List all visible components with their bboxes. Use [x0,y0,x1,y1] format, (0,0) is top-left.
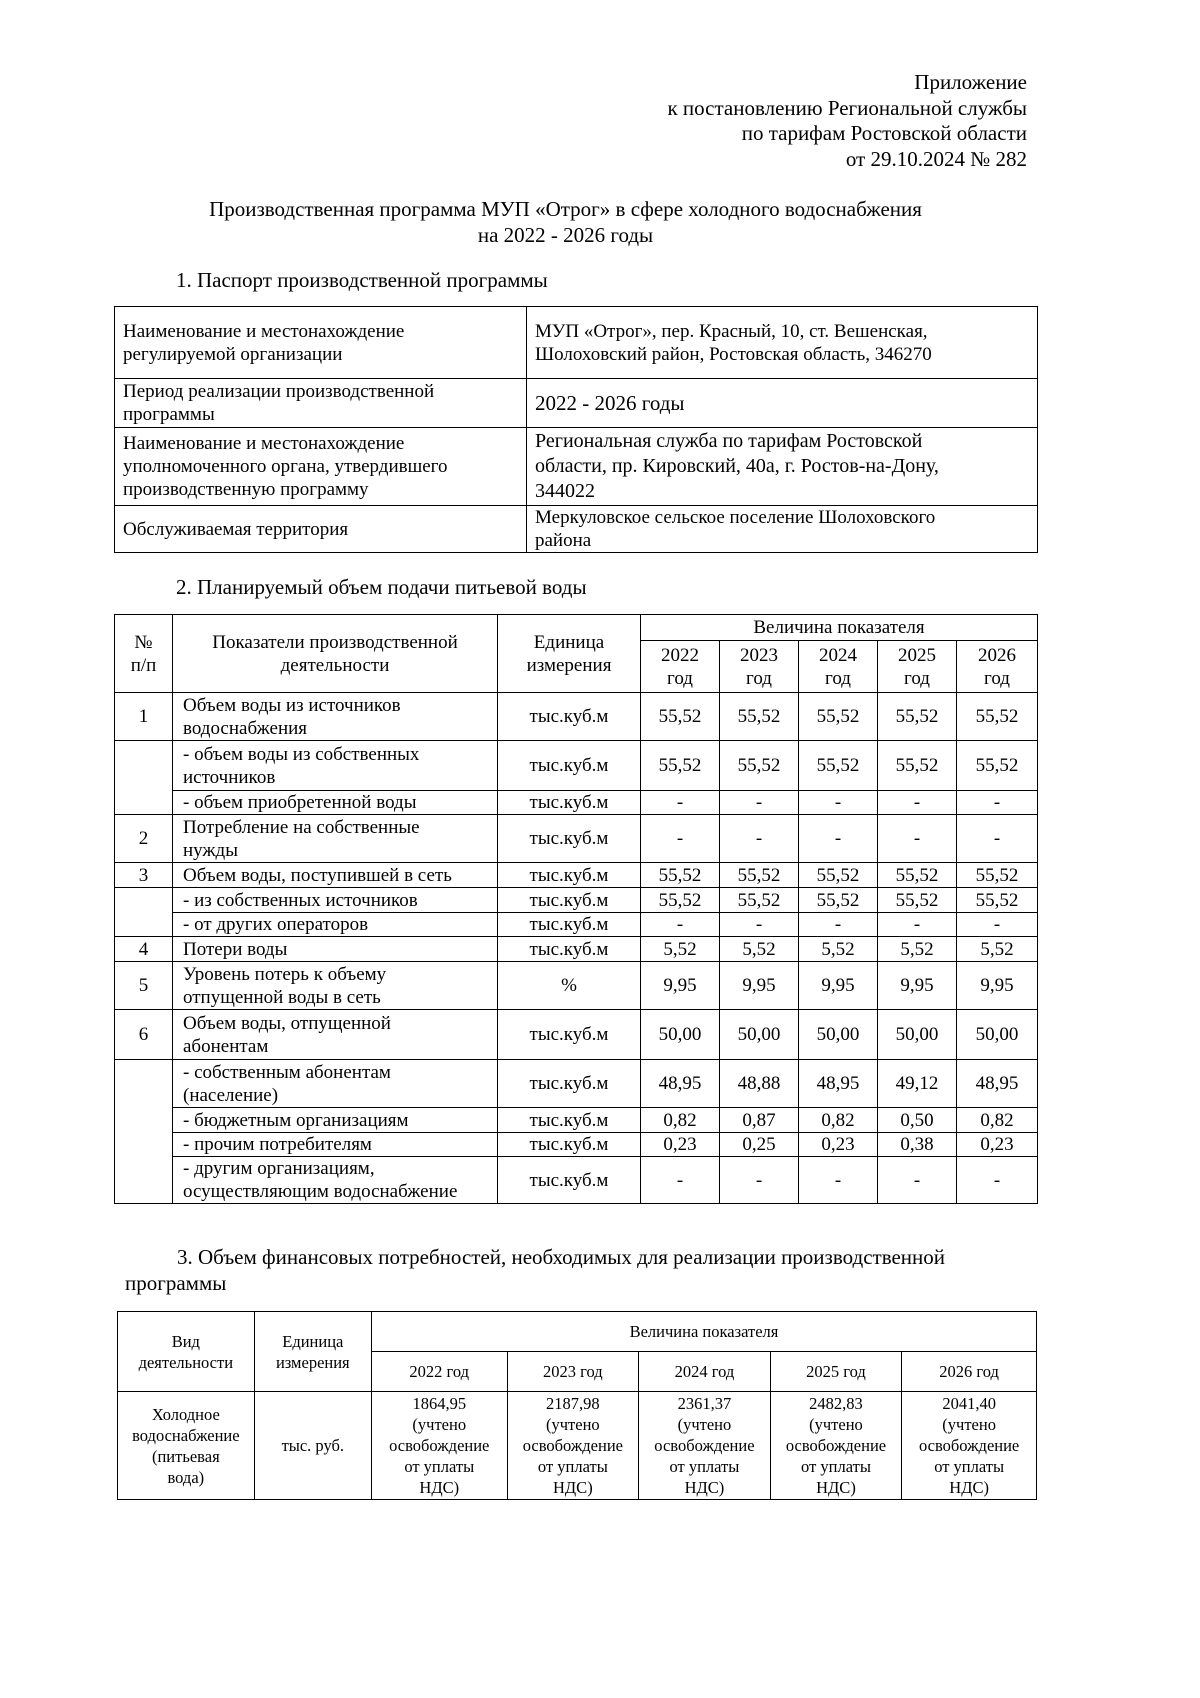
header-unit [498,615,641,693]
passport-label-line: производственную программу [123,479,369,500]
indicator-line: Уровень потерь к объему [183,963,387,985]
value-cell: - [878,791,957,815]
finance-value-cell [371,1392,507,1500]
header-unit [254,1312,371,1392]
indicator-line: Потери воды [183,938,288,960]
finance-amount: 2482,83 [809,1394,863,1413]
header-text: деятельности [280,654,390,676]
header-year-suffix: год [984,667,1010,689]
appendix-line: Приложение [914,70,1027,94]
finance-value-cell [507,1392,639,1500]
header-year-2026 [957,641,1038,693]
indicator-line: - от других операторов [183,914,369,935]
unit-cell: тыс.куб.м [498,913,641,937]
indicator-line: осуществляющим водоснабжение [183,1181,458,1202]
finance-note-line: освобождение [522,1436,623,1455]
value-cell: - [799,791,878,815]
row-number-cell: 6 [115,1010,173,1060]
value-cell: 55,52 [878,863,957,888]
unit-cell: тыс.куб.м [498,791,641,815]
passport-value-cell [527,506,1038,553]
indicator-line: Объем воды из источников [183,694,401,716]
value-cell: 0,23 [641,1133,720,1157]
finance-note-line: освобождение [919,1436,1020,1455]
header-year: 2024 год [639,1352,771,1392]
value-cell: 55,52 [799,693,878,741]
unit-cell: тыс.куб.м [498,1133,641,1157]
value-cell: 50,00 [720,1010,799,1060]
header-year-suffix: год [825,667,851,689]
title-line: Производственная программа МУП «Отрог» в сфере холодного водоснабжения [209,197,922,221]
indicator-cell [173,791,498,815]
passport-label-cell [115,428,527,506]
header-year-2023 [720,641,799,693]
value-cell: - [641,791,720,815]
finance-note-line: от уплаты [537,1457,608,1476]
header-year-number: 2026 [978,644,1016,666]
header-year-number: 2025 [898,644,936,666]
value-cell: - [957,1157,1038,1204]
section-3-heading-line: программы [125,1271,227,1295]
finance-value-cell [902,1392,1037,1500]
section-3-heading-line: 3. Объем финансовых потребностей, необходимых для реализации производственной [177,1245,946,1269]
value-cell: - [641,913,720,937]
finance-table [117,1311,1037,1500]
finance-note-line: НДС) [949,1478,989,1497]
passport-label-line: уполномоченного органа, утвердившего [123,456,448,477]
passport-value-line: 2022 - 2026 годы [535,390,685,415]
header-row [115,615,1038,641]
passport-value-line: Меркуловское сельское поселение Шолоховского [535,507,936,528]
value-cell: 0,82 [641,1108,720,1133]
value-cell: 50,00 [878,1010,957,1060]
passport-label-line: регулируемой организации [123,343,343,365]
value-cell: 0,23 [799,1133,878,1157]
indicator-line: - другим организациям, [183,1158,375,1179]
value-cell: 48,95 [957,1060,1038,1108]
value-cell: 50,00 [799,1010,878,1060]
header-row [118,1312,1037,1352]
value-cell: 55,52 [878,741,957,791]
table-row [115,937,1038,962]
passport-value-cell [527,379,1038,428]
passport-label-line: Обслуживаемая территория [123,518,349,540]
finance-note-line: освобождение [785,1436,887,1455]
value-cell: - [957,913,1038,937]
value-cell: 55,52 [720,863,799,888]
value-cell: 55,52 [799,863,878,888]
value-cell: 55,52 [878,888,957,913]
row-number-cell [115,888,173,937]
passport-value-line: района [535,530,592,551]
value-cell: 55,52 [720,693,799,741]
unit-cell: тыс. руб. [254,1392,371,1500]
value-cell: - [957,815,1038,863]
finance-note-line: от уплаты [669,1457,740,1476]
indicator-cell [173,937,498,962]
unit-cell: тыс.куб.м [498,1010,641,1060]
finance-amount: 1864,95 [412,1394,467,1413]
table-row [115,506,1038,553]
value-cell: 55,52 [641,693,720,741]
value-cell: - [957,791,1038,815]
row-number-cell [115,741,173,815]
section-3-heading [125,1244,1038,1296]
header-value-group: Величина показателя [641,615,1038,641]
value-cell: 0,82 [799,1108,878,1133]
table-row [115,741,1038,791]
table-row [115,863,1038,888]
finance-note-line: (учтено [942,1415,996,1434]
header-year-suffix: год [904,667,930,689]
activity-cell [118,1392,255,1500]
table-row [115,379,1038,428]
row-number-cell [115,1060,173,1204]
value-cell: 48,88 [720,1060,799,1108]
passport-value-line: 344022 [535,480,595,502]
passport-label-cell [115,307,527,379]
passport-table [114,306,1038,553]
passport-label-cell [115,506,527,553]
header-text: Вид [171,1331,200,1351]
value-cell: 55,52 [641,863,720,888]
value-cell: 49,12 [878,1060,957,1108]
indicator-cell [173,741,498,791]
value-cell: 9,95 [799,962,878,1010]
indicator-cell [173,1157,498,1204]
value-cell: 50,00 [957,1010,1038,1060]
indicator-line: - объем приобретенной воды [183,792,417,813]
header-year-2024 [799,641,878,693]
indicator-line: - прочим потребителям [183,1134,372,1155]
finance-note-line: НДС) [419,1478,460,1497]
appendix-header [667,70,1027,173]
indicator-cell [173,962,498,1010]
appendix-line: к постановлению Региональной службы [667,95,1027,120]
value-cell: - [720,815,799,863]
value-cell: - [799,1157,878,1204]
value-cell: 5,52 [799,937,878,962]
value-cell: 55,52 [957,741,1038,791]
header-year-suffix: год [746,667,772,689]
value-cell: 55,52 [957,863,1038,888]
value-cell: - [641,815,720,863]
indicator-cell [173,1133,498,1157]
finance-note-line: (учтено [546,1415,600,1434]
finance-amount: 2187,98 [546,1394,600,1413]
value-cell: - [720,791,799,815]
finance-value-cell [639,1392,771,1500]
passport-value-line: Шолоховский район, Ростовская область, 346270 [535,343,932,365]
value-cell: - [878,1157,957,1204]
indicator-cell [173,693,498,741]
passport-label-line: программы [123,404,215,425]
value-cell: 48,95 [641,1060,720,1108]
passport-value-line: области, пр. Кировский, 40а, г. Ростов-на-Дону, [535,455,939,477]
table-row [115,1133,1038,1157]
value-cell: 9,95 [720,962,799,1010]
indicator-line: - из собственных источников [183,889,418,911]
value-cell: 50,00 [641,1010,720,1060]
passport-value-line: МУП «Отрог», пер. Красный, 10, ст. Вешенская, [535,320,928,342]
header-text: № [134,631,153,653]
header-year-number: 2022 [661,644,699,666]
indicator-line: нужды [183,839,238,861]
appendix-line: по тарифам Ростовской области [741,121,1027,146]
value-cell: - [799,815,878,863]
row-number-cell: 1 [115,693,173,741]
activity-line: Холодное [151,1404,220,1424]
row-number-cell: 2 [115,815,173,863]
indicator-cell [173,815,498,863]
value-cell: 55,52 [641,741,720,791]
value-cell: 5,52 [641,937,720,962]
indicator-line: Объем воды, поступившей в сеть [183,864,452,886]
value-cell: 9,95 [957,962,1038,1010]
value-cell: 55,52 [641,888,720,913]
section-2-heading: 2. Планируемый объем подачи питьевой воды [176,575,587,599]
value-cell: 48,95 [799,1060,878,1108]
table-row [115,307,1038,379]
header-indicator [173,615,498,693]
table-row [115,1010,1038,1060]
header-text: Единица [282,1331,344,1351]
finance-note-line: от уплаты [934,1457,1005,1476]
header-activity [118,1312,255,1392]
activity-line: водоснабжение [132,1425,240,1445]
indicator-cell [173,863,498,888]
header-year-suffix: год [667,667,693,689]
finance-note-line: НДС) [684,1478,725,1497]
unit-cell: тыс.куб.м [498,1060,641,1108]
passport-value-cell [527,307,1038,379]
value-cell: 55,52 [878,693,957,741]
passport-value-cell [527,428,1038,506]
indicator-line: источников [183,766,276,788]
value-cell: - [799,913,878,937]
passport-label-line: Период реализации производственной [123,381,435,402]
table-row [115,913,1038,937]
document-title [0,197,1131,248]
table-row [115,428,1038,506]
table-row [115,791,1038,815]
finance-note-line: (учтено [412,1415,467,1434]
indicator-line: отпущенной воды в сеть [183,986,381,1008]
table-row [115,1108,1038,1133]
unit-cell: тыс.куб.м [498,741,641,791]
value-cell: 0,23 [957,1133,1038,1157]
header-text: измерения [275,1352,350,1372]
value-cell: 55,52 [799,888,878,913]
indicator-cell [173,1060,498,1108]
value-cell: 5,52 [878,937,957,962]
value-cell: 9,95 [641,962,720,1010]
value-cell: - [878,815,957,863]
unit-cell: тыс.куб.м [498,863,641,888]
header-year-number: 2024 [819,644,857,666]
header-year-number: 2023 [740,644,778,666]
value-cell: 5,52 [957,937,1038,962]
indicator-line: - бюджетным организациям [183,1109,409,1131]
value-cell: 55,52 [957,888,1038,913]
unit-cell: тыс.куб.м [498,888,641,913]
header-number [115,615,173,693]
table-row [115,1157,1038,1204]
passport-value-line: Региональная служба по тарифам Ростовской [535,430,923,452]
table-row [115,962,1038,1010]
row-number-cell: 5 [115,962,173,1010]
value-cell: 55,52 [720,888,799,913]
table-row [115,1060,1038,1108]
header-value-group: Величина показателя [371,1312,1036,1352]
table-row [118,1392,1037,1500]
table-row [115,693,1038,741]
indicator-line: (население) [183,1084,279,1106]
passport-label-line: Наименование и местонахождение [123,433,405,454]
header-year-2022 [641,641,720,693]
indicator-line: водоснабжения [183,717,308,739]
indicator-cell [173,913,498,937]
value-cell: 0,87 [720,1108,799,1133]
value-cell: - [878,913,957,937]
value-cell: 55,52 [799,741,878,791]
row-number-cell: 4 [115,937,173,962]
passport-label-line: Наименование и местонахождение [123,320,405,342]
value-cell: 0,25 [720,1133,799,1157]
value-cell: 55,52 [957,693,1038,741]
value-cell: - [720,913,799,937]
indicator-line: - собственным абонентам [183,1061,391,1083]
value-cell: - [720,1157,799,1204]
indicator-line: Объем воды, отпущенной [183,1012,391,1034]
indicator-line: абонентам [183,1035,269,1057]
activity-line: (питьевая [151,1446,220,1466]
activity-line: вода) [167,1467,205,1487]
finance-note-line: освобождение [654,1436,755,1455]
table-row [115,888,1038,913]
value-cell: 0,82 [957,1108,1038,1133]
finance-note-line: от уплаты [801,1457,871,1476]
header-text: измерения [526,654,612,676]
unit-cell: тыс.куб.м [498,1157,641,1204]
section-1-heading: 1. Паспорт производственной программы [176,268,548,292]
header-year: 2022 год [371,1352,507,1392]
indicator-line: - объем воды из собственных [183,743,420,765]
header-year: 2025 год [770,1352,902,1392]
unit-cell: тыс.куб.м [498,1108,641,1133]
header-text: Показатели производственной [212,631,458,653]
header-year-2025 [878,641,957,693]
finance-note-line: от уплаты [404,1457,475,1476]
appendix-date-number: от 29.10.2024 № 282 [845,147,1027,172]
table-row [115,815,1038,863]
header-text: деятельности [138,1352,234,1372]
unit-cell: тыс.куб.м [498,693,641,741]
unit-cell: тыс.куб.м [498,937,641,962]
value-cell: 55,52 [720,741,799,791]
indicator-cell [173,1010,498,1060]
header-text: Единица [533,631,605,653]
header-year: 2023 год [507,1352,639,1392]
value-cell: 0,38 [878,1133,957,1157]
water-volume-table [114,614,1038,1204]
finance-value-cell [770,1392,902,1500]
indicator-line: Потребление на собственные [183,816,420,838]
indicator-cell [173,888,498,913]
passport-label-cell [115,379,527,428]
finance-note-line: НДС) [816,1478,856,1497]
finance-note-line: (учтено [809,1415,863,1434]
value-cell: 9,95 [878,962,957,1010]
value-cell: 5,52 [720,937,799,962]
header-text: п/п [130,654,157,676]
finance-note-line: освобождение [389,1436,490,1455]
finance-note-line: (учтено [677,1415,732,1434]
value-cell: - [641,1157,720,1204]
unit-cell: % [498,962,641,1010]
finance-note-line: НДС) [553,1478,593,1497]
finance-amount: 2361,37 [677,1394,732,1413]
finance-amount: 2041,40 [942,1394,996,1413]
row-number-cell: 3 [115,863,173,888]
title-line: на 2022 - 2026 годы [477,222,654,247]
indicator-cell [173,1108,498,1133]
header-year: 2026 год [902,1352,1037,1392]
unit-cell: тыс.куб.м [498,815,641,863]
value-cell: 0,50 [878,1108,957,1133]
